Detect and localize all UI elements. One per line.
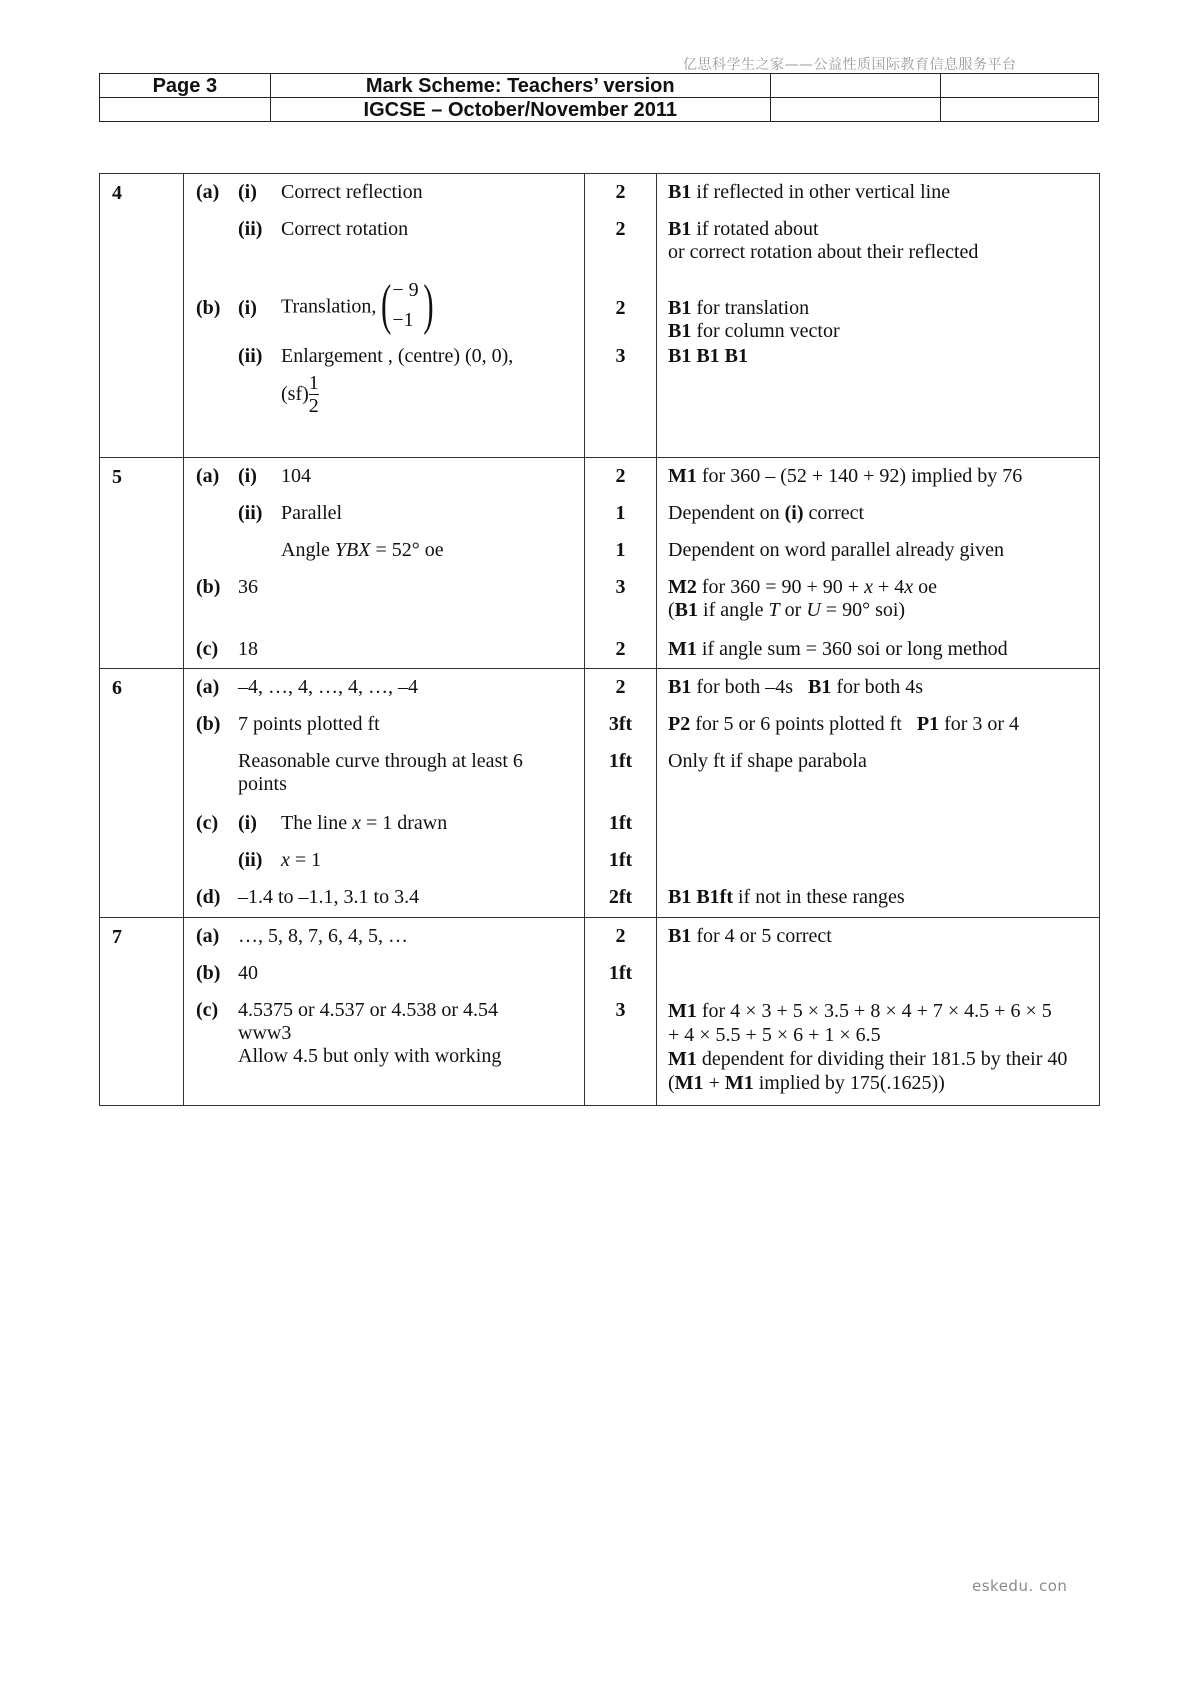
part-label: (a) bbox=[196, 181, 220, 203]
scale-factor: (sf) $\frac{1}{2}$ bbox=[281, 372, 319, 417]
mark-scheme-table bbox=[99, 173, 1100, 1106]
subpart-label: (i) bbox=[238, 181, 257, 203]
question-number: 7 bbox=[100, 918, 184, 1106]
watermark-text: 亿思科学生之家——公益性质国际教育信息服务平台 bbox=[683, 57, 1017, 73]
page-header bbox=[99, 73, 1099, 122]
question-number: 4 bbox=[100, 174, 184, 458]
question-7-row bbox=[100, 918, 1100, 1106]
answer-text: Correct rotation bbox=[281, 218, 409, 240]
marks-cell: 2 1 1 3 2 bbox=[585, 458, 657, 669]
subpart-label: (ii) bbox=[238, 218, 263, 240]
marks-cell: 2 3ft 1ft 1ft 1ft 2ft bbox=[585, 669, 657, 918]
page-number: Page 3 bbox=[100, 74, 271, 98]
question-4-row bbox=[100, 174, 1100, 458]
guidance-cell: B1 for 4 or 5 correct M1 for 4 × 3 + 5 × 3.5 + 8 × 4 + 7 × 4.5 + 6 × 5 + 4 × 5.5 + 5 × 6 + 1 × 6.5 M1 dependent for dividing their 181.5 by their 40 (M1 + M1 implied by 175(.1625)) bbox=[657, 918, 1100, 1106]
answer-cell: (a) (i) 104 (ii) Parallel Angle YBX = 52° oe (b) 36 (c) 18 bbox=[184, 458, 585, 669]
subpart-label: (ii) bbox=[238, 345, 263, 367]
marks-cell: 2 1ft 3 bbox=[585, 918, 657, 1106]
answer-text: Correct reflection bbox=[281, 181, 423, 203]
part-label: (b) bbox=[196, 297, 221, 319]
fraction: $\frac{1}{2}$ bbox=[308, 372, 319, 417]
footer-watermark: eskedu. con bbox=[972, 1577, 1068, 1595]
marks-cell: 2 2 2 3 bbox=[585, 174, 657, 458]
question-number: 6 bbox=[100, 669, 184, 918]
vector-top: − 9 bbox=[392, 279, 419, 301]
question-5-row bbox=[100, 458, 1100, 669]
guidance-cell: B1 for both –4s B1 for both 4s P2 for 5 or 6 points plotted ft P1 for 3 or 4 Only ft if shape parabola B1 B1ft if not in these ranges bbox=[657, 669, 1100, 918]
exam-session: IGCSE – October/November 2011 bbox=[270, 98, 770, 122]
guidance-cell: B1 if reflected in other vertical line B1 if rotated about or correct rotation about their reflected B1 for translation B1 for column vector B1 B1 B1 bbox=[657, 174, 1100, 458]
column-vector: ( − 9 −1 ) bbox=[381, 274, 434, 336]
subpart-label: (i) bbox=[238, 297, 257, 319]
answer-cell: (a) –4, …, 4, …, 4, …, –4 (b) 7 points plotted ft Reasonable curve through at least 6 points (c) (i) The line x = 1 drawn (ii) x = 1 (d) –1.4 to –1.1, 3.1 to 3.4 bbox=[184, 669, 585, 918]
answer-text: Translation, ( − 9 −1 ) bbox=[281, 274, 434, 336]
question-6-row bbox=[100, 669, 1100, 918]
question-number: 5 bbox=[100, 458, 184, 669]
guidance-cell: M1 for 360 – (52 + 140 + 92) implied by 76 Dependent on (i) correct Dependent on word parallel already given M2 for 360 = 90 + 90 + x + 4x oe (B1 if angle T or U = 90° soi) M1 if angle sum = 360 soi or long method bbox=[657, 458, 1100, 669]
answer-cell: (a) …, 5, 8, 7, 6, 4, 5, … (b) 40 (c) 4.5375 or 4.537 or 4.538 or 4.54 www3 Allow 4.5 but only with working bbox=[184, 918, 585, 1106]
answer-cell bbox=[184, 174, 585, 458]
vector-bottom: −1 bbox=[392, 309, 414, 331]
answer-text: Enlargement , (centre) (0, 0), bbox=[281, 345, 514, 367]
document-title: Mark Scheme: Teachers’ version bbox=[270, 74, 770, 98]
